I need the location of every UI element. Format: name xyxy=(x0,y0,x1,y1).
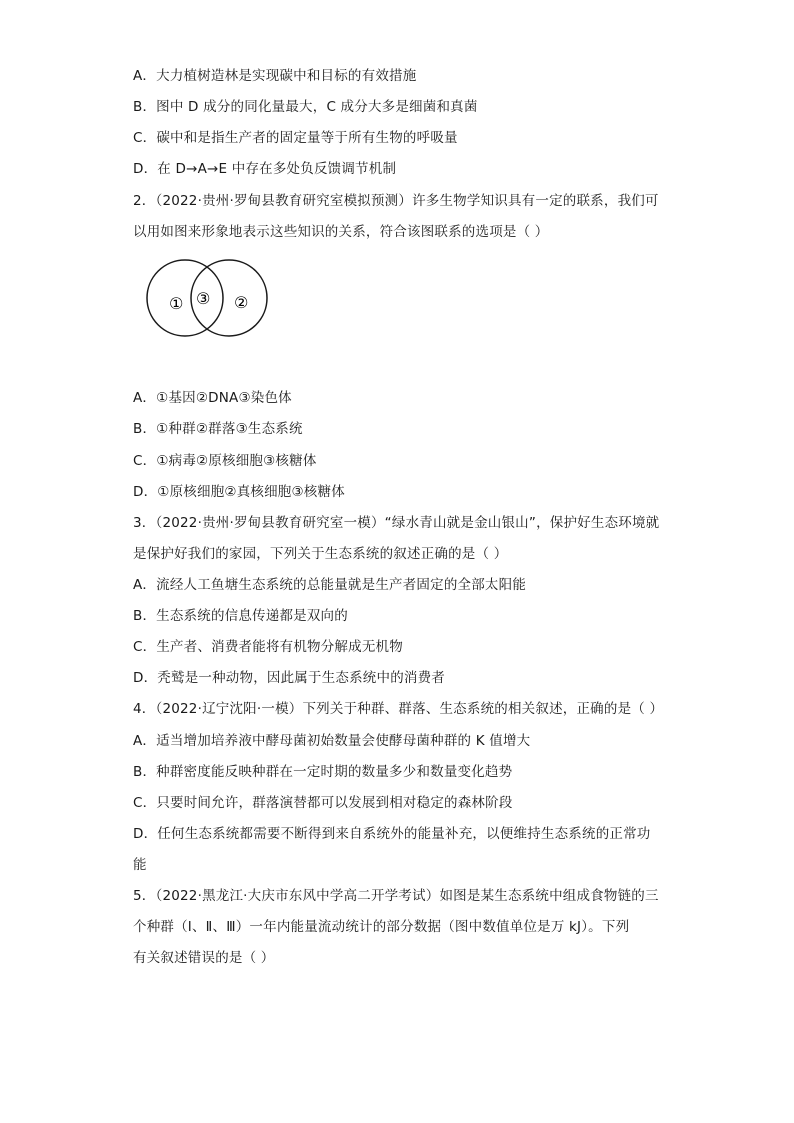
q5-stem-line-1: 5．（2022·黑龙江·大庆市东风中学高二开学考试）如图是某生态系统中组成食物链的三 xyxy=(133,888,659,904)
q1-option-c: C．碳中和是指生产者的固定量等于所有生物的呼吸量 xyxy=(133,130,458,146)
venn-label-middle: ③ xyxy=(196,289,211,308)
q4-option-d-line-2: 能 xyxy=(133,857,147,873)
venn-diagram-svg xyxy=(140,255,280,345)
q2-stem-line-1: 2．（2022·贵州·罗甸县教育研究室模拟预测）许多生物学知识具有一定的联系，我们可 xyxy=(133,193,659,209)
q1-option-d: D．在 D→A→E 中存在多处负反馈调节机制 xyxy=(133,161,397,177)
q3-option-d: D．秃鹫是一种动物，因此属于生态系统中的消费者 xyxy=(133,670,445,686)
q2-stem-line-2: 以用如图来形象地表示这些知识的关系，符合该图联系的选项是（ ） xyxy=(133,224,549,240)
q1-option-b: B．图中 D 成分的同化量最大，C 成分大多是细菌和真菌 xyxy=(133,99,478,115)
venn-circle-left xyxy=(147,260,223,336)
q2-option-a: A．①基因②DNA③染色体 xyxy=(133,390,292,406)
q3-option-c: C．生产者、消费者能将有机物分解成无机物 xyxy=(133,639,403,655)
venn-label-left: ① xyxy=(169,294,184,313)
q4-stem: 4．（2022·辽宁沈阳·一模）下列关于种群、群落、生态系统的相关叙述，正确的是（ ） xyxy=(133,701,664,717)
q5-stem-line-3: 有关叙述错误的是（ ） xyxy=(133,950,275,966)
q4-option-b: B．种群密度能反映种群在一定时期的数量多少和数量变化趋势 xyxy=(133,764,513,780)
q4-option-a: A．适当增加培养液中酵母菌初始数量会使酵母菌种群的 K 值增大 xyxy=(133,733,531,749)
q4-option-c: C．只要时间允许，群落演替都可以发展到相对稳定的森林阶段 xyxy=(133,795,513,811)
q2-option-d: D．①原核细胞②真核细胞③核糖体 xyxy=(133,484,345,500)
q3-option-a: A．流经人工鱼塘生态系统的总能量就是生产者固定的全部太阳能 xyxy=(133,577,527,593)
q3-stem-line-2: 是保护好我们的家园，下列关于生态系统的叙述正确的是（ ） xyxy=(133,546,508,562)
q1-option-a: A．大力植树造林是实现碳中和目标的有效措施 xyxy=(133,68,417,84)
venn-diagram xyxy=(140,255,280,345)
venn-label-right: ② xyxy=(234,293,249,312)
q5-stem-line-2: 个种群（Ⅰ、Ⅱ、Ⅲ）一年内能量流动统计的部分数据（图中数值单位是万 kJ）。下列 xyxy=(133,919,630,935)
q3-stem-line-1: 3．（2022·贵州·罗甸县教育研究室一模）“绿水青山就是金山银山”，保护好生态环境就 xyxy=(133,515,660,531)
q2-option-b: B．①种群②群落③生态系统 xyxy=(133,421,303,437)
q2-option-c: C．①病毒②原核细胞③核糖体 xyxy=(133,453,317,469)
q3-option-b: B．生态系统的信息传递都是双向的 xyxy=(133,608,348,624)
q4-option-d-line-1: D．任何生态系统都需要不断得到来自系统外的能量补充，以便维持生态系统的正常功 xyxy=(133,826,651,842)
